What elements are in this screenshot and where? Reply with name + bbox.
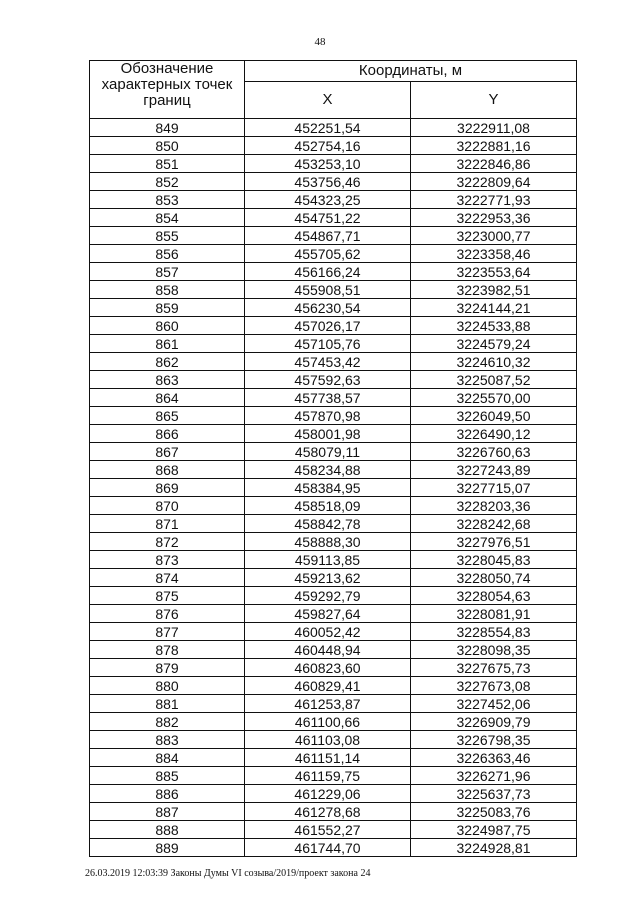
x-coordinate-cell: 456166,24: [245, 263, 411, 281]
y-coordinate-cell: 3225087,52: [411, 371, 577, 389]
x-coordinate-cell: 461151,14: [245, 749, 411, 767]
x-coordinate-cell: 457870,98: [245, 407, 411, 425]
point-id-cell: 888: [90, 821, 245, 839]
table-row: [90, 335, 577, 353]
point-id-cell: 865: [90, 407, 245, 425]
x-coordinate-cell: 452754,16: [245, 137, 411, 155]
point-id-cell: 873: [90, 551, 245, 569]
x-coordinate-cell: 457738,57: [245, 389, 411, 407]
table-row: [90, 281, 577, 299]
table-row: [90, 641, 577, 659]
x-coordinate-cell: 458234,88: [245, 461, 411, 479]
y-coordinate-cell: 3224928,81: [411, 839, 577, 857]
y-coordinate-cell: 3226271,96: [411, 767, 577, 785]
table-row: [90, 551, 577, 569]
y-coordinate-cell: 3226049,50: [411, 407, 577, 425]
point-id-cell: 876: [90, 605, 245, 623]
x-coordinate-cell: 460448,94: [245, 641, 411, 659]
table-row: [90, 785, 577, 803]
y-coordinate-cell: 3227675,73: [411, 659, 577, 677]
x-coordinate-cell: 456230,54: [245, 299, 411, 317]
point-id-cell: 851: [90, 155, 245, 173]
x-coordinate-cell: 458079,11: [245, 443, 411, 461]
table-row: [90, 677, 577, 695]
table-row: [90, 245, 577, 263]
table-row: [90, 533, 577, 551]
table-row: [90, 425, 577, 443]
y-coordinate-cell: 3228050,74: [411, 569, 577, 587]
table-row: [90, 227, 577, 245]
x-coordinate-cell: 460823,60: [245, 659, 411, 677]
point-id-cell: 878: [90, 641, 245, 659]
point-id-cell: 860: [90, 317, 245, 335]
table-row: [90, 299, 577, 317]
y-coordinate-cell: 3224579,24: [411, 335, 577, 353]
x-coordinate-cell: 452251,54: [245, 119, 411, 137]
point-id-cell: 880: [90, 677, 245, 695]
y-coordinate-cell: 3228203,36: [411, 497, 577, 515]
table-row: [90, 479, 577, 497]
point-id-cell: 883: [90, 731, 245, 749]
table-row: [90, 839, 577, 857]
x-coordinate-cell: 461103,08: [245, 731, 411, 749]
footer-document-path: 26.03.2019 12:03:39 Законы Думы VI созыва/2019/проект закона 24: [85, 868, 371, 879]
y-coordinate-cell: 3224533,88: [411, 317, 577, 335]
header-designation: Обозначение характерных точек границ: [90, 61, 245, 119]
point-id-cell: 889: [90, 839, 245, 857]
point-id-cell: 863: [90, 371, 245, 389]
header-x: X: [245, 82, 411, 119]
y-coordinate-cell: 3228098,35: [411, 641, 577, 659]
table-row: [90, 659, 577, 677]
coordinates-table: [89, 60, 577, 857]
point-id-cell: 879: [90, 659, 245, 677]
table-row: [90, 191, 577, 209]
y-coordinate-cell: 3225637,73: [411, 785, 577, 803]
point-id-cell: 870: [90, 497, 245, 515]
x-coordinate-cell: 461253,87: [245, 695, 411, 713]
table-row: [90, 317, 577, 335]
y-coordinate-cell: 3228554,83: [411, 623, 577, 641]
x-coordinate-cell: 457026,17: [245, 317, 411, 335]
x-coordinate-cell: 457592,63: [245, 371, 411, 389]
x-coordinate-cell: 459292,79: [245, 587, 411, 605]
x-coordinate-cell: 458384,95: [245, 479, 411, 497]
y-coordinate-cell: 3227976,51: [411, 533, 577, 551]
y-coordinate-cell: 3227673,08: [411, 677, 577, 695]
point-id-cell: 862: [90, 353, 245, 371]
table-row: [90, 137, 577, 155]
point-id-cell: 855: [90, 227, 245, 245]
y-coordinate-cell: 3223000,77: [411, 227, 577, 245]
x-coordinate-cell: 453253,10: [245, 155, 411, 173]
y-coordinate-cell: 3228054,63: [411, 587, 577, 605]
table-body: [90, 119, 577, 857]
point-id-cell: 874: [90, 569, 245, 587]
point-id-cell: 868: [90, 461, 245, 479]
table-row: [90, 155, 577, 173]
point-id-cell: 886: [90, 785, 245, 803]
y-coordinate-cell: 3223982,51: [411, 281, 577, 299]
y-coordinate-cell: 3227715,07: [411, 479, 577, 497]
table-row: [90, 713, 577, 731]
table-row: [90, 749, 577, 767]
table-row: [90, 461, 577, 479]
x-coordinate-cell: 458001,98: [245, 425, 411, 443]
x-coordinate-cell: 461100,66: [245, 713, 411, 731]
table-row: [90, 695, 577, 713]
point-id-cell: 869: [90, 479, 245, 497]
y-coordinate-cell: 3226760,63: [411, 443, 577, 461]
point-id-cell: 856: [90, 245, 245, 263]
x-coordinate-cell: 460829,41: [245, 677, 411, 695]
point-id-cell: 853: [90, 191, 245, 209]
x-coordinate-cell: 458842,78: [245, 515, 411, 533]
y-coordinate-cell: 3223358,46: [411, 245, 577, 263]
point-id-cell: 885: [90, 767, 245, 785]
point-id-cell: 875: [90, 587, 245, 605]
x-coordinate-cell: 459113,85: [245, 551, 411, 569]
point-id-cell: 864: [90, 389, 245, 407]
x-coordinate-cell: 454323,25: [245, 191, 411, 209]
x-coordinate-cell: 455705,62: [245, 245, 411, 263]
x-coordinate-cell: 461278,68: [245, 803, 411, 821]
y-coordinate-cell: 3222846,86: [411, 155, 577, 173]
table-row: [90, 821, 577, 839]
table-row: [90, 587, 577, 605]
y-coordinate-cell: 3224987,75: [411, 821, 577, 839]
table-row: [90, 353, 577, 371]
y-coordinate-cell: 3228242,68: [411, 515, 577, 533]
y-coordinate-cell: 3222881,16: [411, 137, 577, 155]
point-id-cell: 854: [90, 209, 245, 227]
point-id-cell: 859: [90, 299, 245, 317]
point-id-cell: 884: [90, 749, 245, 767]
y-coordinate-cell: 3222771,93: [411, 191, 577, 209]
point-id-cell: 871: [90, 515, 245, 533]
point-id-cell: 861: [90, 335, 245, 353]
point-id-cell: 849: [90, 119, 245, 137]
y-coordinate-cell: 3227452,06: [411, 695, 577, 713]
point-id-cell: 877: [90, 623, 245, 641]
table-row: [90, 407, 577, 425]
x-coordinate-cell: 461159,75: [245, 767, 411, 785]
x-coordinate-cell: 458518,09: [245, 497, 411, 515]
x-coordinate-cell: 461552,27: [245, 821, 411, 839]
y-coordinate-cell: 3226798,35: [411, 731, 577, 749]
x-coordinate-cell: 460052,42: [245, 623, 411, 641]
point-id-cell: 857: [90, 263, 245, 281]
y-coordinate-cell: 3223553,64: [411, 263, 577, 281]
y-coordinate-cell: 3228081,91: [411, 605, 577, 623]
y-coordinate-cell: 3222809,64: [411, 173, 577, 191]
table-row: [90, 731, 577, 749]
point-id-cell: 881: [90, 695, 245, 713]
point-id-cell: 872: [90, 533, 245, 551]
point-id-cell: 850: [90, 137, 245, 155]
x-coordinate-cell: 454867,71: [245, 227, 411, 245]
y-coordinate-cell: 3226490,12: [411, 425, 577, 443]
y-coordinate-cell: 3228045,83: [411, 551, 577, 569]
table-row: [90, 623, 577, 641]
header-y: Y: [411, 82, 577, 119]
y-coordinate-cell: 3222911,08: [411, 119, 577, 137]
point-id-cell: 867: [90, 443, 245, 461]
table-header: [90, 61, 577, 119]
table-row: [90, 767, 577, 785]
point-id-cell: 882: [90, 713, 245, 731]
x-coordinate-cell: 453756,46: [245, 173, 411, 191]
y-coordinate-cell: 3226363,46: [411, 749, 577, 767]
point-id-cell: 866: [90, 425, 245, 443]
table-row: [90, 209, 577, 227]
table-row: [90, 173, 577, 191]
table-row: [90, 803, 577, 821]
table-row: [90, 263, 577, 281]
point-id-cell: 858: [90, 281, 245, 299]
y-coordinate-cell: 3225083,76: [411, 803, 577, 821]
x-coordinate-cell: 461744,70: [245, 839, 411, 857]
y-coordinate-cell: 3224144,21: [411, 299, 577, 317]
table-row: [90, 515, 577, 533]
table-row: [90, 371, 577, 389]
y-coordinate-cell: 3222953,36: [411, 209, 577, 227]
x-coordinate-cell: 461229,06: [245, 785, 411, 803]
y-coordinate-cell: 3227243,89: [411, 461, 577, 479]
point-id-cell: 852: [90, 173, 245, 191]
table-row: [90, 569, 577, 587]
x-coordinate-cell: 459827,64: [245, 605, 411, 623]
table-row: [90, 443, 577, 461]
x-coordinate-cell: 458888,30: [245, 533, 411, 551]
table-row: [90, 119, 577, 137]
y-coordinate-cell: 3226909,79: [411, 713, 577, 731]
header-coordinates: Координаты, м: [245, 61, 577, 82]
table-row: [90, 605, 577, 623]
table-row: [90, 497, 577, 515]
x-coordinate-cell: 457105,76: [245, 335, 411, 353]
x-coordinate-cell: 457453,42: [245, 353, 411, 371]
table-row: [90, 389, 577, 407]
x-coordinate-cell: 459213,62: [245, 569, 411, 587]
y-coordinate-cell: 3225570,00: [411, 389, 577, 407]
x-coordinate-cell: 454751,22: [245, 209, 411, 227]
point-id-cell: 887: [90, 803, 245, 821]
x-coordinate-cell: 455908,51: [245, 281, 411, 299]
y-coordinate-cell: 3224610,32: [411, 353, 577, 371]
page-number: 48: [314, 36, 326, 48]
